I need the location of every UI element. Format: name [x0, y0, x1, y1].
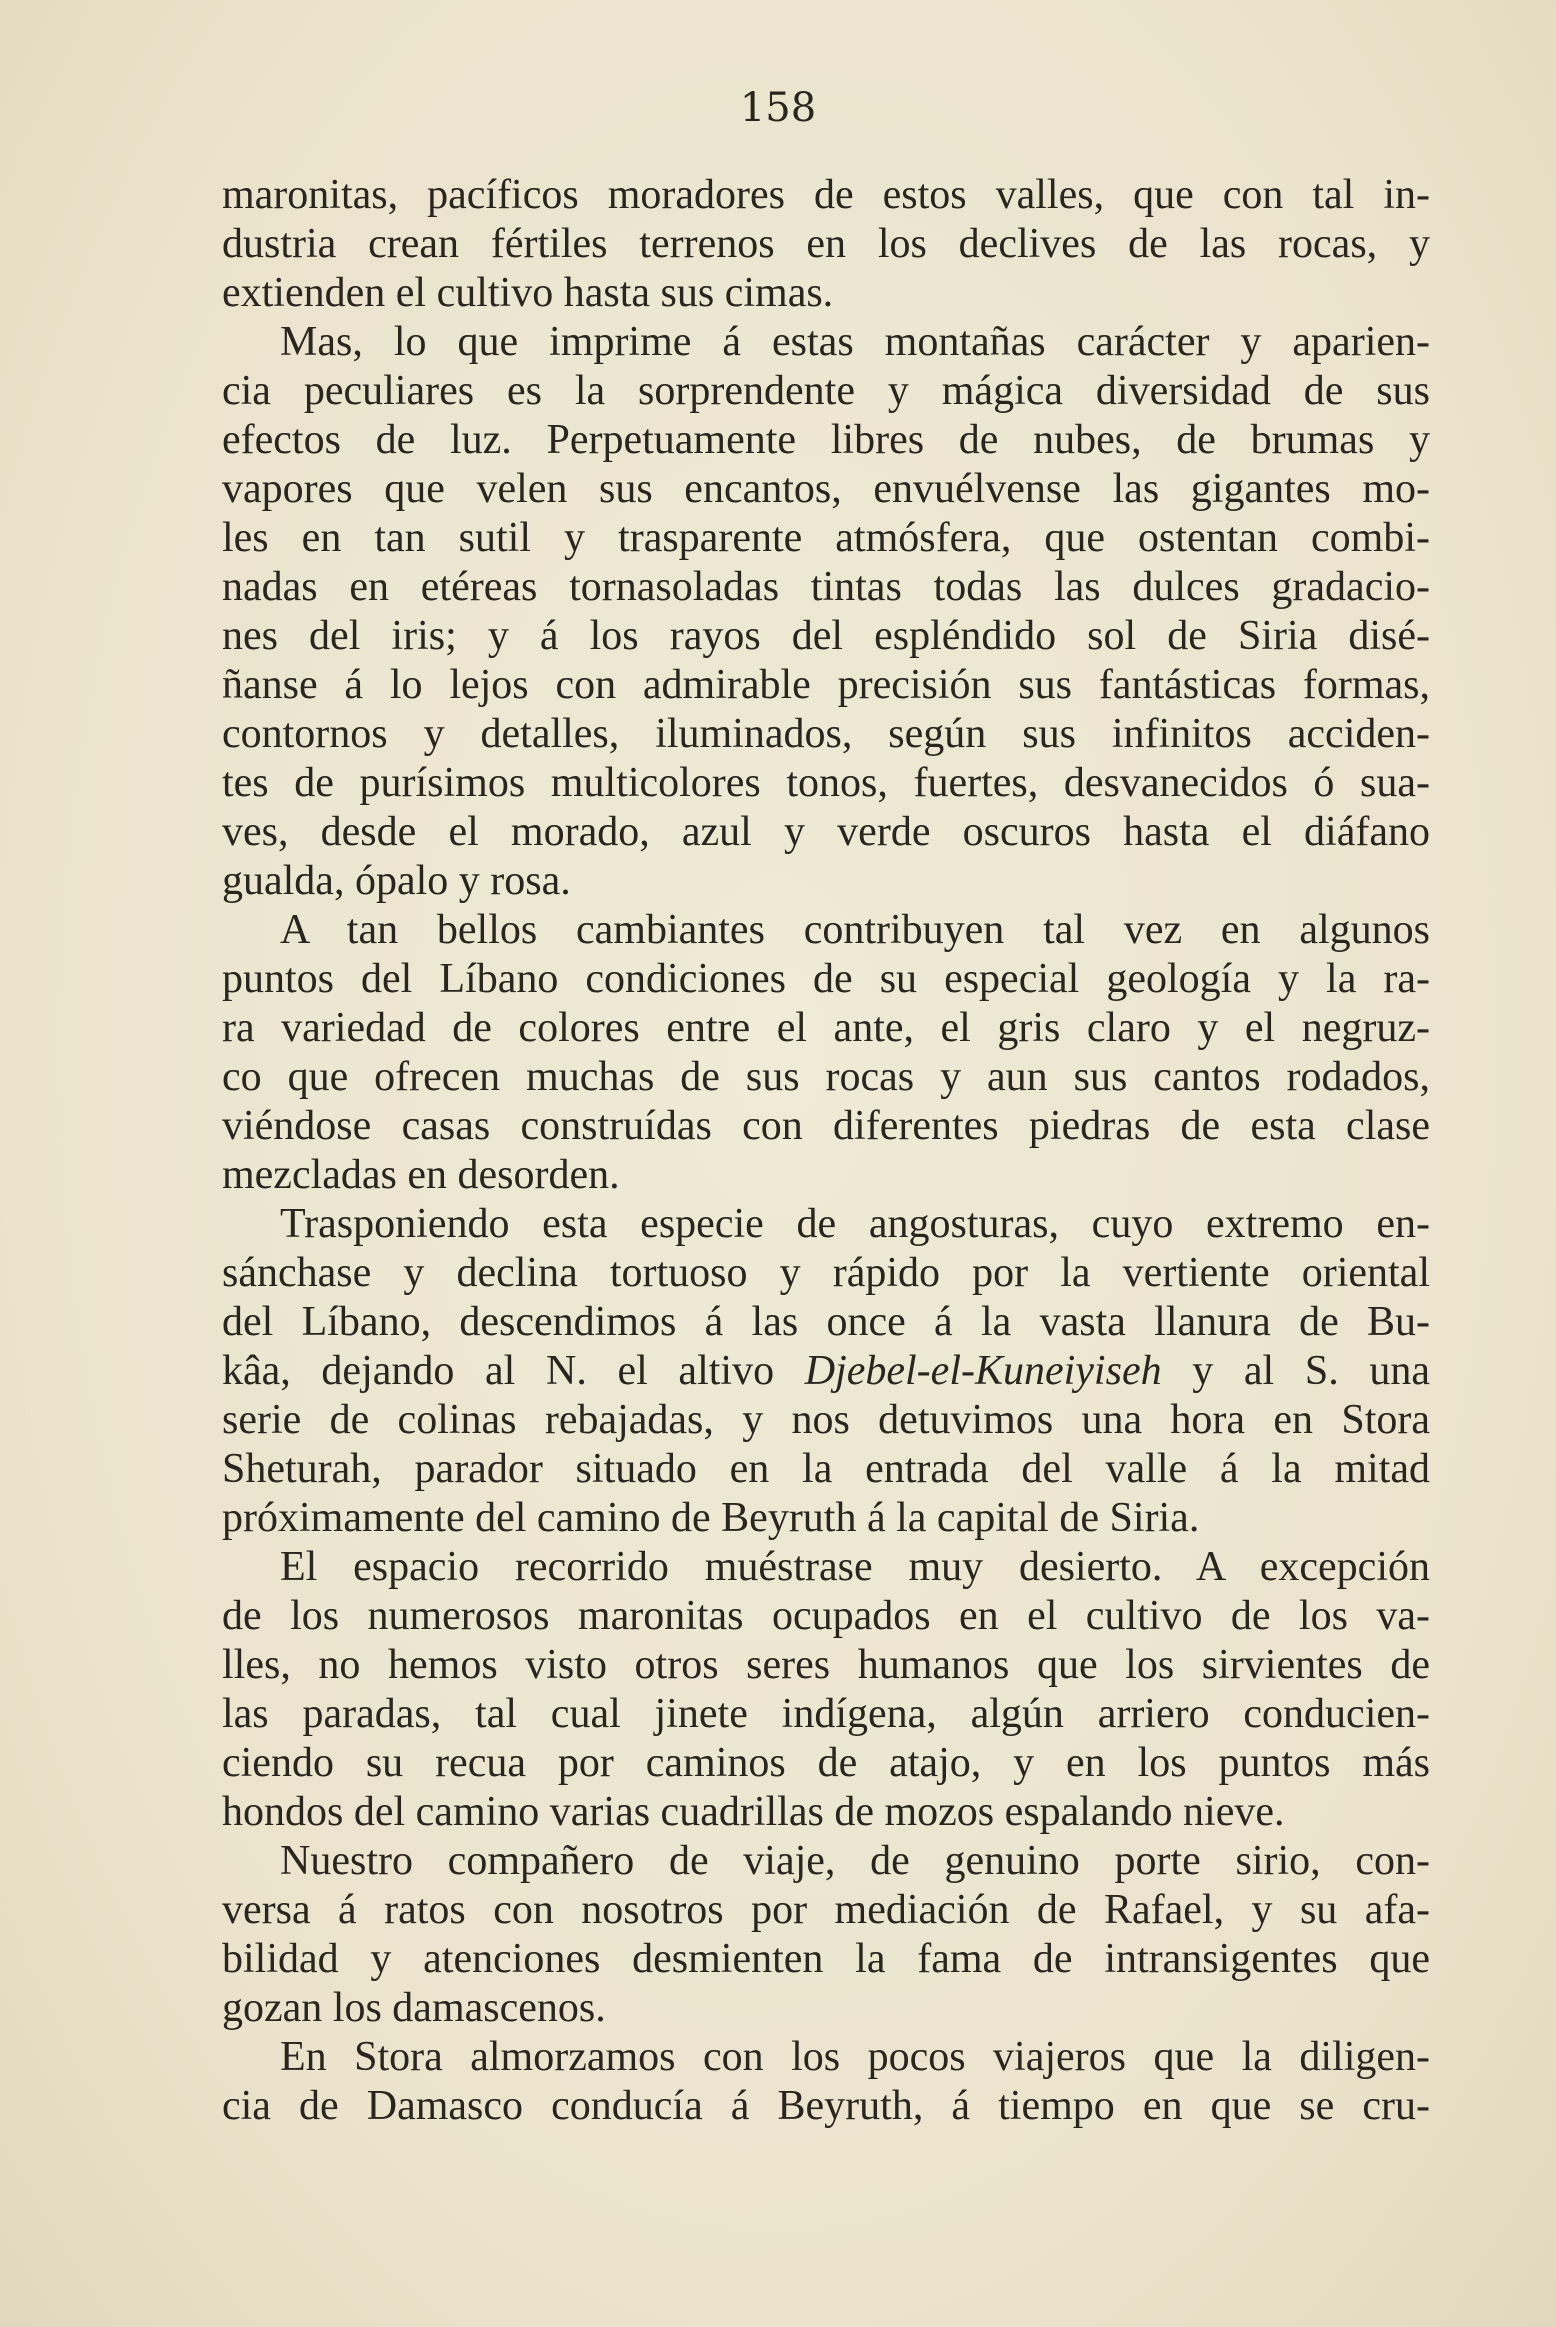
text-line: efectos de luz. Perpetuamente libres de nubes, de brumas y — [222, 417, 1430, 463]
text-line: A tan bellos cambiantes contribuyen tal vez en algunos — [280, 907, 1430, 953]
text-line: ves, desde el morado, azul y verde oscuros hasta el diáfano — [222, 809, 1430, 855]
text-line: nadas en etéreas tornasoladas tintas todas las dulces gradacio- — [222, 564, 1430, 610]
text-line: les en tan sutil y trasparente atmósfera, que ostentan combi- — [222, 515, 1430, 561]
text-line-prefix: kâa, dejando al N. el altivo — [222, 1348, 805, 1394]
text-line: próximamente del camino de Beyruth á la capital de Siria. — [222, 1495, 1200, 1541]
text-line: nes del iris; y á los rayos del espléndido sol de Siria disé- — [222, 613, 1430, 659]
text-line: bilidad y atenciones desmienten la fama de intransigentes que — [222, 1936, 1430, 1982]
text-line: de los numerosos maronitas ocupados en el cultivo de los va- — [222, 1593, 1430, 1639]
text-line: extienden el cultivo hasta sus cimas. — [222, 270, 834, 316]
text-line: co que ofrecen muchas de sus rocas y aun sus cantos rodados, — [222, 1054, 1430, 1100]
text-line: Trasponiendo esta especie de angosturas, cuyo extremo en- — [280, 1201, 1430, 1247]
text-line: viéndose casas construídas con diferentes piedras de esta clase — [222, 1103, 1430, 1149]
text-line: vapores que velen sus encantos, envuélvense las gigantes mo- — [222, 466, 1430, 512]
text-line: las paradas, tal cual jinete indígena, algún arriero conducien- — [222, 1691, 1430, 1737]
text-line: del Líbano, descendimos á las once á la vasta llanura de Bu- — [222, 1299, 1430, 1345]
text-line: ñanse á lo lejos con admirable precisión sus fantásticas formas, — [222, 662, 1430, 708]
text-line: gualda, ópalo y rosa. — [222, 858, 571, 904]
text-line: El espacio recorrido muéstrase muy desierto. A excepción — [280, 1544, 1430, 1590]
place-name-italic: Djebel-el-Kuneiyiseh — [804, 1348, 1162, 1394]
text-line-suffix: y al S. una — [1192, 1348, 1431, 1394]
text-line: puntos del Líbano condiciones de su especial geología y la ra- — [222, 956, 1430, 1002]
text-line: Mas, lo que imprime á estas montañas carácter y aparien- — [280, 319, 1430, 365]
text-line: Sheturah, parador situado en la entrada del valle á la mitad — [222, 1446, 1430, 1492]
page-number: 158 — [739, 85, 817, 131]
text-line: mezcladas en desorden. — [222, 1152, 620, 1198]
text-line: contornos y detalles, iluminados, según sus infinitos acciden- — [222, 711, 1430, 757]
text-line: Nuestro compañero de viaje, de genuino porte sirio, con- — [280, 1838, 1430, 1884]
text-line: cia peculiares es la sorprendente y mágica diversidad de sus — [222, 368, 1430, 414]
text-line: serie de colinas rebajadas, y nos detuvimos una hora en Stora — [222, 1397, 1430, 1443]
text-line: maronitas, pacíficos moradores de estos valles, que con tal in- — [222, 172, 1430, 218]
text-line: dustria crean fértiles terrenos en los declives de las rocas, y — [222, 221, 1430, 267]
text-line: versa á ratos con nosotros por mediación de Rafael, y su afa- — [222, 1887, 1430, 1933]
text-line: gozan los damascenos. — [222, 1985, 606, 2031]
text-line: En Stora almorzamos con los pocos viajeros que la diligen- — [280, 2034, 1430, 2080]
text-line — [222, 1347, 1430, 1396]
text-line: lles, no hemos visto otros seres humanos que los sirvientes de — [222, 1642, 1430, 1688]
text-line: tes de purísimos multicolores tonos, fuertes, desvanecidos ó sua- — [222, 760, 1430, 806]
text-line: ra variedad de colores entre el ante, el gris claro y el negruz- — [222, 1005, 1430, 1051]
text-line: sánchase y declina tortuoso y rápido por la vertiente oriental — [222, 1250, 1430, 1296]
text-line: ciendo su recua por caminos de atajo, y en los puntos más — [222, 1740, 1430, 1786]
text-line: hondos del camino varias cuadrillas de mozos espalando nieve. — [222, 1789, 1285, 1835]
text-line: cia de Damasco conducía á Beyruth, á tiempo en que se cru- — [222, 2083, 1430, 2129]
